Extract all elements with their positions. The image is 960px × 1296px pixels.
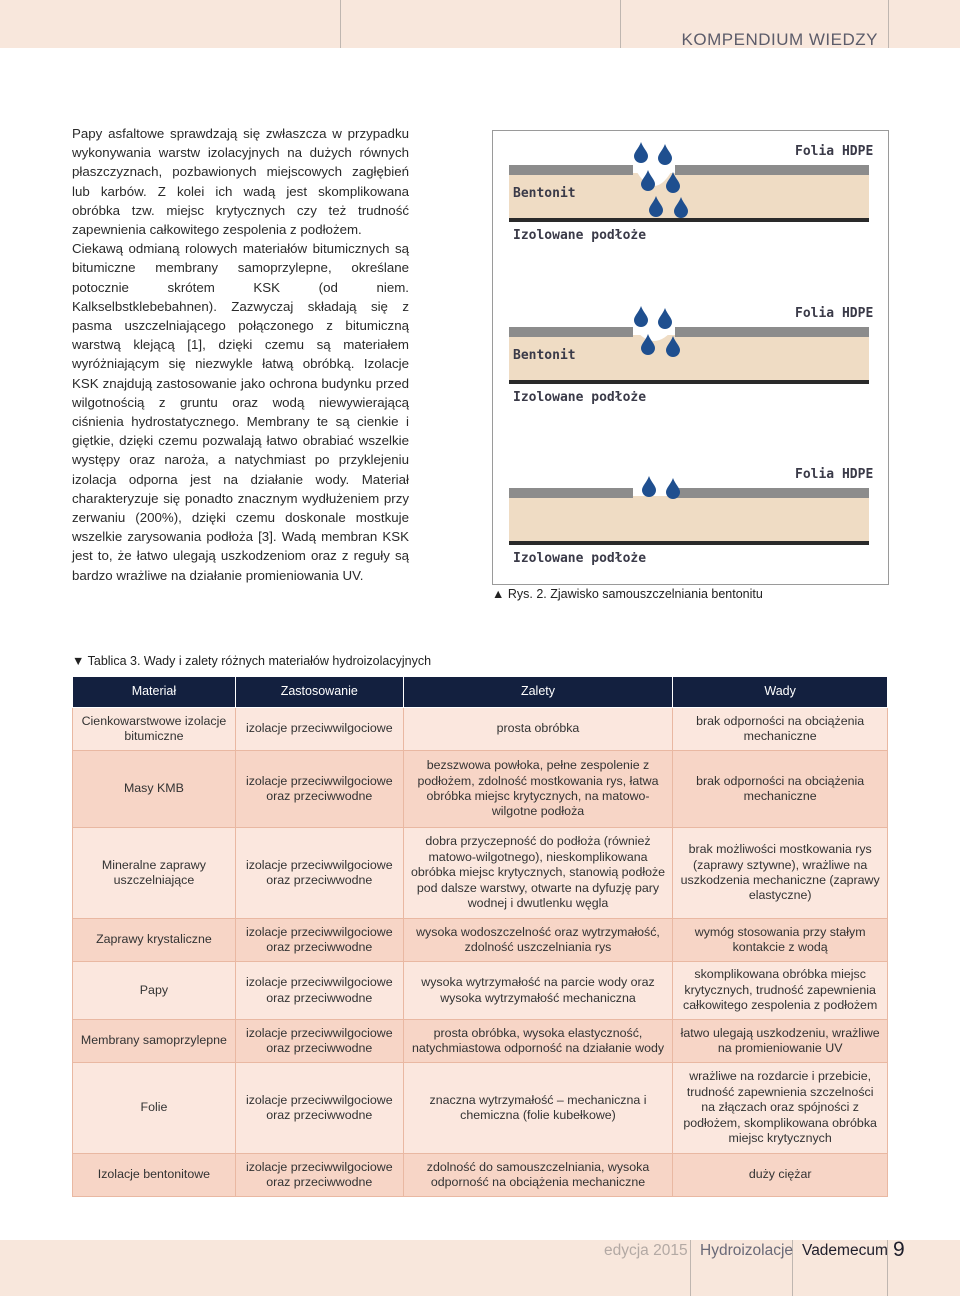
- footer-publication: Vademecum: [802, 1242, 888, 1259]
- paragraph: Papy asfaltowe sprawdzają się zwłaszcza w przypadku wykonywania warstw izolacyjnych na dużych równych płaszczyznach, pozbawionych miejscowych zagłębień lub karbów. Z kolei ich wadą jest skomplikowana obróbka tzw. miejsc krytycznych czy też trudność zapewnienia całkowitego zespolenia z podłożem.: [72, 126, 409, 238]
- header-divider: [888, 0, 889, 48]
- table-cell: dobra przyczepność do podłoża (również matowo-wilgotnego), nieskomplikowana obróbka miejsc krytycznych, stanowią podłoże pod dalsze warstwy, otwarte na dyfuzję pary wodnej i dwutlenku węgla: [403, 828, 673, 919]
- hdpe-foil-segment: [675, 165, 869, 175]
- table-row: [73, 1154, 888, 1197]
- column-header: Materiał: [73, 677, 236, 708]
- podloze-label: Izolowane podłoże: [513, 551, 647, 566]
- table-row: [73, 751, 888, 828]
- table-caption: ▼ Tablica 3. Wady i zalety różnych materiałów hydroizolacyjnych: [72, 654, 432, 668]
- table-row: [73, 1063, 888, 1154]
- table-row: [73, 962, 888, 1020]
- substrate-base-line: [509, 380, 869, 384]
- table-cell: łatwo ulegają uszkodzeniu, wrażliwe na promieniowanie UV: [673, 1020, 888, 1063]
- substrate-base-line: [509, 541, 869, 545]
- bentonite-diagram: [493, 131, 888, 584]
- substrate-base-line: [509, 218, 869, 222]
- table-cell: duży ciężar: [673, 1154, 888, 1197]
- body-text: [72, 124, 409, 585]
- table-cell: izolacje przeciwwilgociowe oraz przeciwwodne: [235, 1020, 403, 1063]
- table-cell: izolacje przeciwwilgociowe oraz przeciwwodne: [235, 828, 403, 919]
- bentonite-figure: [492, 130, 889, 585]
- header-divider: [340, 0, 341, 48]
- table-cell: prosta obróbka, wysoka elastyczność, natychmiastowa odporność na działanie wody: [403, 1020, 673, 1063]
- table-cell: brak odporności na obciążenia mechaniczne: [673, 751, 888, 828]
- footer-section: Hydroizolacje: [700, 1242, 794, 1259]
- paragraph: Ciekawą odmianą rolowych materiałów bitumicznych są bitumiczne membrany samoprzylepne, określane potocznie skrótem KSK (od niem. Kalkselbstklebebahnen). Zazwyczaj składają się z pasma uszczelniającego połączonego z bitumiczną warstwą klejącą [1], dzięki czemu są materiałem wyróżniającym się niezwykle łatwą obróbką. Izolacje KSK znajdują zastosowanie jako ochrona budynku przed wilgotnością z gruntu oraz wodą niewywierającą ciśnienia hydrostatycznego. Membrany te są cienkie i giętkie, dzięki czemu pozwalają łatwo obrabiać wszelkie występy oraz naroża, a natychmiast po przyklejeniu izolacja odporna jest na działanie wody. Materiał charakteryzuje się ponadto znacznym wydłużeniem przy zerwaniu (200%), dzięki czemu doskonale mostkuje wszelkie zarysowania podłoża [3]. Wadą membran KSK jest to, że łatwo ulegają uszkodzeniom oraz z reguły są bardzo wrażliwe na działanie promieniowania UV.: [72, 241, 409, 583]
- header-divider: [620, 0, 621, 48]
- column-header: Wady: [673, 677, 888, 708]
- table-cell: wysoka wytrzymałość na parcie wody oraz wysoka wytrzymałość mechaniczna: [403, 962, 673, 1020]
- water-drop-icon: [634, 142, 648, 163]
- table-cell: izolacje przeciwwilgociowe oraz przeciwwodne: [235, 1063, 403, 1154]
- water-drop-icon: [658, 308, 672, 329]
- water-drop-icon: [666, 478, 680, 499]
- hdpe-foil-segment: [509, 488, 633, 498]
- footer-edition: edycja 2015: [604, 1242, 688, 1259]
- hdpe-foil-segment: [675, 327, 869, 337]
- table-row: [73, 708, 888, 751]
- water-drop-icon: [642, 476, 656, 497]
- folia-label: Folia HDPE: [795, 144, 874, 159]
- hdpe-foil-segment: [675, 488, 869, 498]
- table-cell: Cienkowarstwowe izolacje bitumiczne: [73, 708, 236, 751]
- table-cell: Masy KMB: [73, 751, 236, 828]
- table-cell: skomplikowana obróbka miejsc krytycznych, trudność zapewnienia całkowitego zespolenia z podłożem: [673, 962, 888, 1020]
- table-cell: Izolacje bentonitowe: [73, 1154, 236, 1197]
- table-cell: wysoka wodoszczelność oraz wytrzymałość, zdolność uszczelniania rys: [403, 919, 673, 962]
- substrate-layer: [509, 496, 869, 542]
- table-row: [73, 1020, 888, 1063]
- table-cell: znaczna wytrzymałość – mechaniczna i chemiczna (folie kubełkowe): [403, 1063, 673, 1154]
- column-header: Zastosowanie: [235, 677, 403, 708]
- table-cell: brak możliwości mostkowania rys (zaprawy sztywne), wrażliwe na uszkodzenia mechaniczne (zaprawy elastyczne): [673, 828, 888, 919]
- bentonit-label: Bentonit: [513, 348, 576, 363]
- table-cell: bezszwowa powłoka, pełne zespolenie z podłożem, zdolność mostkowania rys, łatwa obróbka miejsc krytycznych, na matowo-wilgotne podłoża: [403, 751, 673, 828]
- table-cell: Membrany samoprzylepne: [73, 1020, 236, 1063]
- table-cell: prosta obróbka: [403, 708, 673, 751]
- table-cell: Papy: [73, 962, 236, 1020]
- table-cell: zdolność do samouszczelniania, wysoka odporność na obciążenia mechaniczne: [403, 1154, 673, 1197]
- page-number: 9: [893, 1238, 905, 1261]
- table-cell: izolacje przeciwwilgociowe oraz przeciwwodne: [235, 962, 403, 1020]
- table-header-row: [73, 677, 888, 708]
- podloze-label: Izolowane podłoże: [513, 390, 647, 405]
- table-cell: brak odporności na obciążenia mechaniczne: [673, 708, 888, 751]
- table-cell: wymóg stosowania przy stałym kontakcie z wodą: [673, 919, 888, 962]
- section-title: KOMPENDIUM WIEDZY: [681, 30, 878, 49]
- podloze-label: Izolowane podłoże: [513, 228, 647, 243]
- table-row: [73, 919, 888, 962]
- table-cell: Zaprawy krystaliczne: [73, 919, 236, 962]
- column-header: Zalety: [403, 677, 673, 708]
- hdpe-foil-segment: [509, 165, 633, 175]
- table-row: [73, 828, 888, 919]
- folia-label: Folia HDPE: [795, 467, 874, 482]
- table-cell: Mineralne zaprawy uszczelniające: [73, 828, 236, 919]
- footer-divider: [690, 1240, 691, 1296]
- table-cell: Folie: [73, 1063, 236, 1154]
- table-cell: izolacje przeciwwilgociowe oraz przeciwwodne: [235, 919, 403, 962]
- table-cell: izolacje przeciwwilgociowe oraz przeciwwodne: [235, 1154, 403, 1197]
- materials-table: [72, 676, 888, 1197]
- figure-caption: ▲ Rys. 2. Zjawisko samouszczelniania bentonitu: [492, 587, 763, 601]
- table-cell: izolacje przeciwwilgociowe oraz przeciwwodne: [235, 751, 403, 828]
- table-cell: izolacje przeciwwilgociowe: [235, 708, 403, 751]
- water-drop-icon: [658, 144, 672, 165]
- water-drop-icon: [634, 306, 648, 327]
- table-cell: wrażliwe na rozdarcie i przebicie, trudność zapewnienia szczelności na złączach oraz spójności z podłożem, skomplikowana obróbka miejsc krytycznych: [673, 1063, 888, 1154]
- bentonit-label: Bentonit: [513, 186, 576, 201]
- hdpe-foil-segment: [509, 327, 633, 337]
- folia-label: Folia HDPE: [795, 306, 874, 321]
